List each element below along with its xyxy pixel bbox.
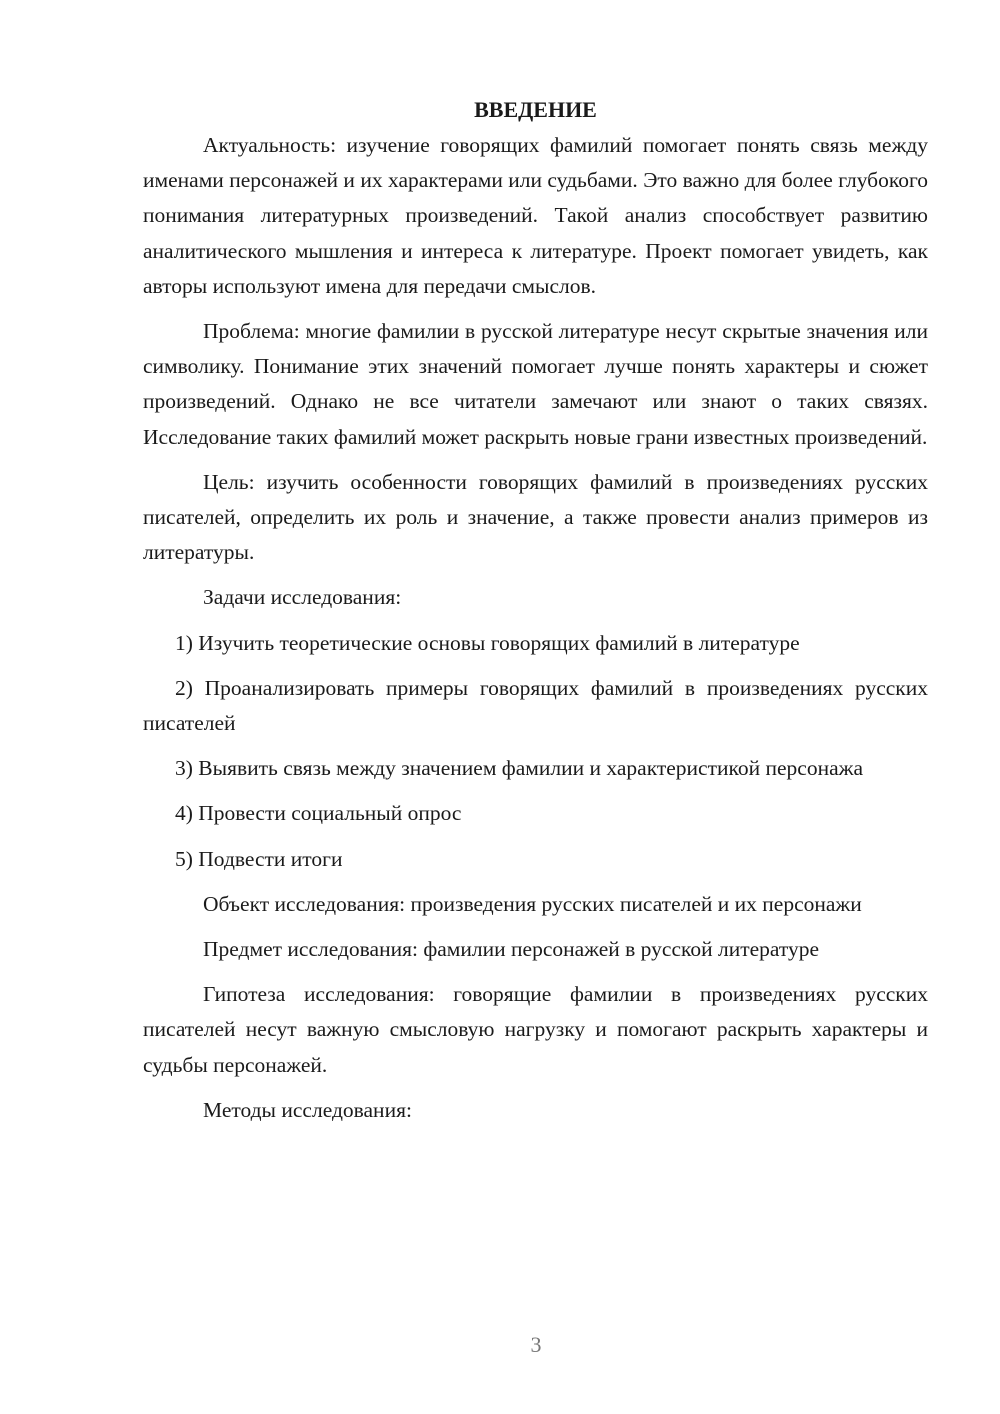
problem-paragraph: Проблема: многие фамилии в русской литературе несут скрытые значения или символику. Понимание этих значений помогает лучше понять характеры и сюжет произведений. Однако не все читатели замечают или знают о таких связях. Исследование таких фамилий может раскрыть новые грани известных произведений.: [143, 319, 928, 449]
goal-paragraph: Цель: изучить особенности говорящих фамилий в произведениях русских писателей, определить их роль и значение, а также провести анализ примеров из литературы.: [143, 469, 928, 565]
page-number: 3: [530, 1332, 542, 1357]
task-item-1: 1) Изучить теоретические основы говорящих фамилий в литературе: [175, 630, 800, 655]
task-item-2: 2) Проанализировать примеры говорящих фамилий в произведениях русских писателей: [143, 675, 928, 736]
object-paragraph: Объект исследования: произведения русских писателей и их персонажи: [203, 891, 862, 916]
section-heading: ВВЕДЕНИЕ: [474, 97, 597, 122]
task-item-5: 5) Подвести итоги: [175, 846, 343, 871]
relevance-paragraph: Актуальность: изучение говорящих фамилий помогает понять связь между именами персонажей и их характерами или судьбами. Это важно для более глубокого понимания литературных произведений. Такой анализ способствует развитию аналитического мышления и интереса к литературе. Проект помогает увидеть, как авторы используют имена для передачи смыслов.: [143, 133, 928, 298]
task-item-4: 4) Провести социальный опрос: [175, 801, 462, 826]
hypothesis-paragraph: Гипотеза исследования: говорящие фамилии в произведениях русских писателей несут важную смысловую нагрузку и помогают раскрыть характеры и судьбы персонажей.: [143, 982, 928, 1077]
methods-title: Методы исследования:: [203, 1097, 412, 1122]
document-page: [143, 92, 928, 1128]
subject-paragraph: Предмет исследования: фамилии персонажей в русской литературе: [203, 937, 820, 962]
tasks-title: Задачи исследования:: [203, 585, 402, 610]
task-item-3: 3) Выявить связь между значением фамилии и характеристикой персонажа: [175, 756, 864, 781]
